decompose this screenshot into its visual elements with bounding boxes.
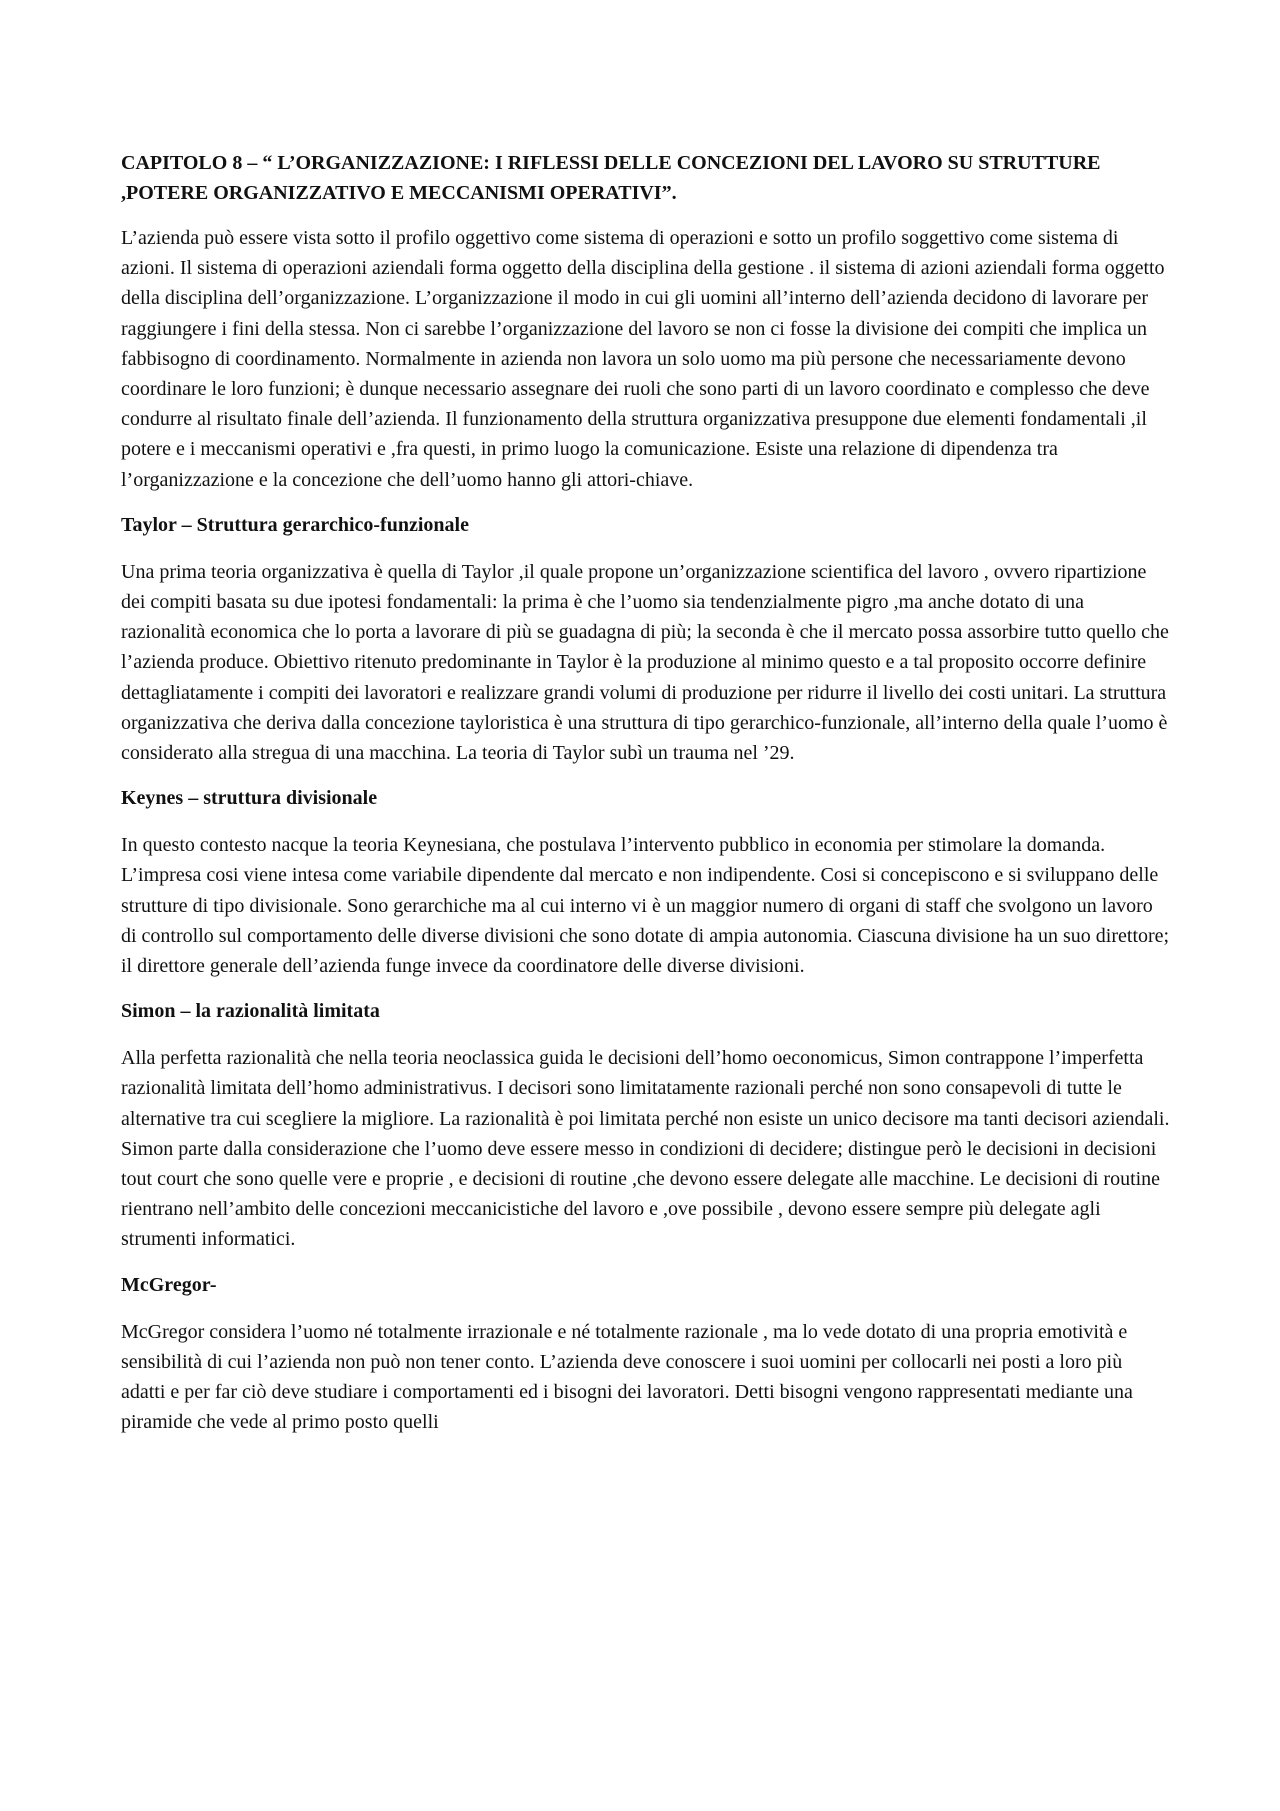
intro-paragraph: L’azienda può essere vista sotto il profilo oggettivo come sistema di operazioni e sotto un profilo soggettivo come sistema di azioni. Il sistema di operazioni aziendali forma oggetto della disciplina della gestione . il sistema di azioni aziendali forma oggetto della disciplina dell’organizzazione. L’organizzazione il modo in cui gli uomini all’interno dell’azienda decidono di lavorare per raggiungere i fini della stessa. Non ci sarebbe l’organizzazione del lavoro se non ci fosse la divisione dei compiti che implica un fabbisogno di coordinamento. Normalmente in azienda non lavora un solo uomo ma più persone che necessariamente devono coordinare le loro funzioni; è dunque necessario assegnare dei ruoli che sono parti di un lavoro coordinato e complesso che deve condurre al risultato finale dell’azienda. Il funzionamento della struttura organizzativa presuppone due elementi fondamentali ,il potere e i meccanismi operativi e ,fra questi, in primo luogo la comunicazione. Esiste una relazione di dipendenza tra l’organizzazione e la concezione che dell’uomo hanno gli attori-chiave. (121, 227, 1165, 491)
chapter-title: CAPITOLO 8 – “ L’ORGANIZZAZIONE: I RIFLESSI DELLE CONCEZIONI DEL LAVORO SU STRUTTURE ,POTERE ORGANIZZATIVO E MECCANISMI OPERATIVI”. (121, 152, 1101, 204)
section-heading-keynes: Keynes – struttura divisionale (121, 787, 378, 810)
section-heading-taylor: Taylor – Struttura gerarchico-funzionale (121, 513, 469, 536)
section-heading-simon: Simon – la razionalità limitata (121, 1000, 380, 1023)
document-page (121, 148, 1171, 1453)
section-paragraph-taylor: Una prima teoria organizzativa è quella di Taylor ,il quale propone un’organizzazione scientifica del lavoro , ovvero ripartizione dei compiti basata su due ipotesi fondamentali: la prima è che l’uomo sia tendenzialmente pigro ,ma anche dotato di una razionalità economica che lo porta a lavorare di più se guadagna di più; la seconda è che il mercato possa assorbire tutto quello che l’azienda produce. Obiettivo ritenuto predominante in Taylor è la produzione al minimo questo e a tal proposito occorre definire dettagliatamente i compiti dei lavoratori e realizzare grandi volumi di produzione per ridurre il livello dei costi unitari. La struttura organizzativa che deriva dalla concezione tayloristica è una struttura di tipo gerarchico-funzionale, all’interno della quale l’uomo è considerato alla stregua di una macchina. La teoria di Taylor subì un trauma nel ’29. (121, 560, 1169, 765)
section-paragraph-simon: Alla perfetta razionalità che nella teoria neoclassica guida le decisioni dell’homo oeconomicus, Simon contrappone l’imperfetta razionalità limitata dell’homo administrativus. I decisori sono limitatamente razionali perché non sono consapevoli di tutte le alternative tra cui scegliere la migliore. La razionalità è poi limitata perché non esiste un unico decisore ma tanti decisori aziendali. Simon parte dalla considerazione che l’uomo deve essere messo in condizioni di decidere; distingue però le decisioni in decisioni tout court che sono quelle vere e proprie , e decisioni di routine ,che devono essere delegate alle macchine. Le decisioni di routine rientrano nell’ambito delle concezioni meccanicistiche del lavoro e ,ove possibile , devono essere sempre più delegate agli strumenti informatici. (121, 1047, 1170, 1251)
section-heading-mcgregor: McGregor- (121, 1273, 217, 1296)
section-paragraph-mcgregor: McGregor considera l’uomo né totalmente irrazionale e né totalmente razionale , ma lo vede dotato di una propria emotività e sensibilità di cui l’azienda non può non tener conto. L’azienda deve conoscere i suoi uomini per collocarli nei posti a loro più adatti e per far ciò deve studiare i comportamenti ed i bisogni dei lavoratori. Detti bisogni vengono rappresentati mediante una piramide che vede al primo posto quelli (121, 1320, 1133, 1434)
section-paragraph-keynes: In questo contesto nacque la teoria Keynesiana, che postulava l’intervento pubblico in economia per stimolare la domanda. L’impresa cosi viene intesa come variabile dipendente dal mercato e non indipendente. Cosi si concepiscono e si sviluppano delle strutture di tipo divisionale. Sono gerarchiche ma al cui interno vi è un maggior numero di organi di staff che svolgono un lavoro di controllo sul comportamento delle diverse divisioni che sono dotate di ampia autonomia. Ciascuna divisione ha un suo direttore; il direttore generale dell’azienda funge invece da coordinatore delle diverse divisioni. (121, 834, 1170, 978)
